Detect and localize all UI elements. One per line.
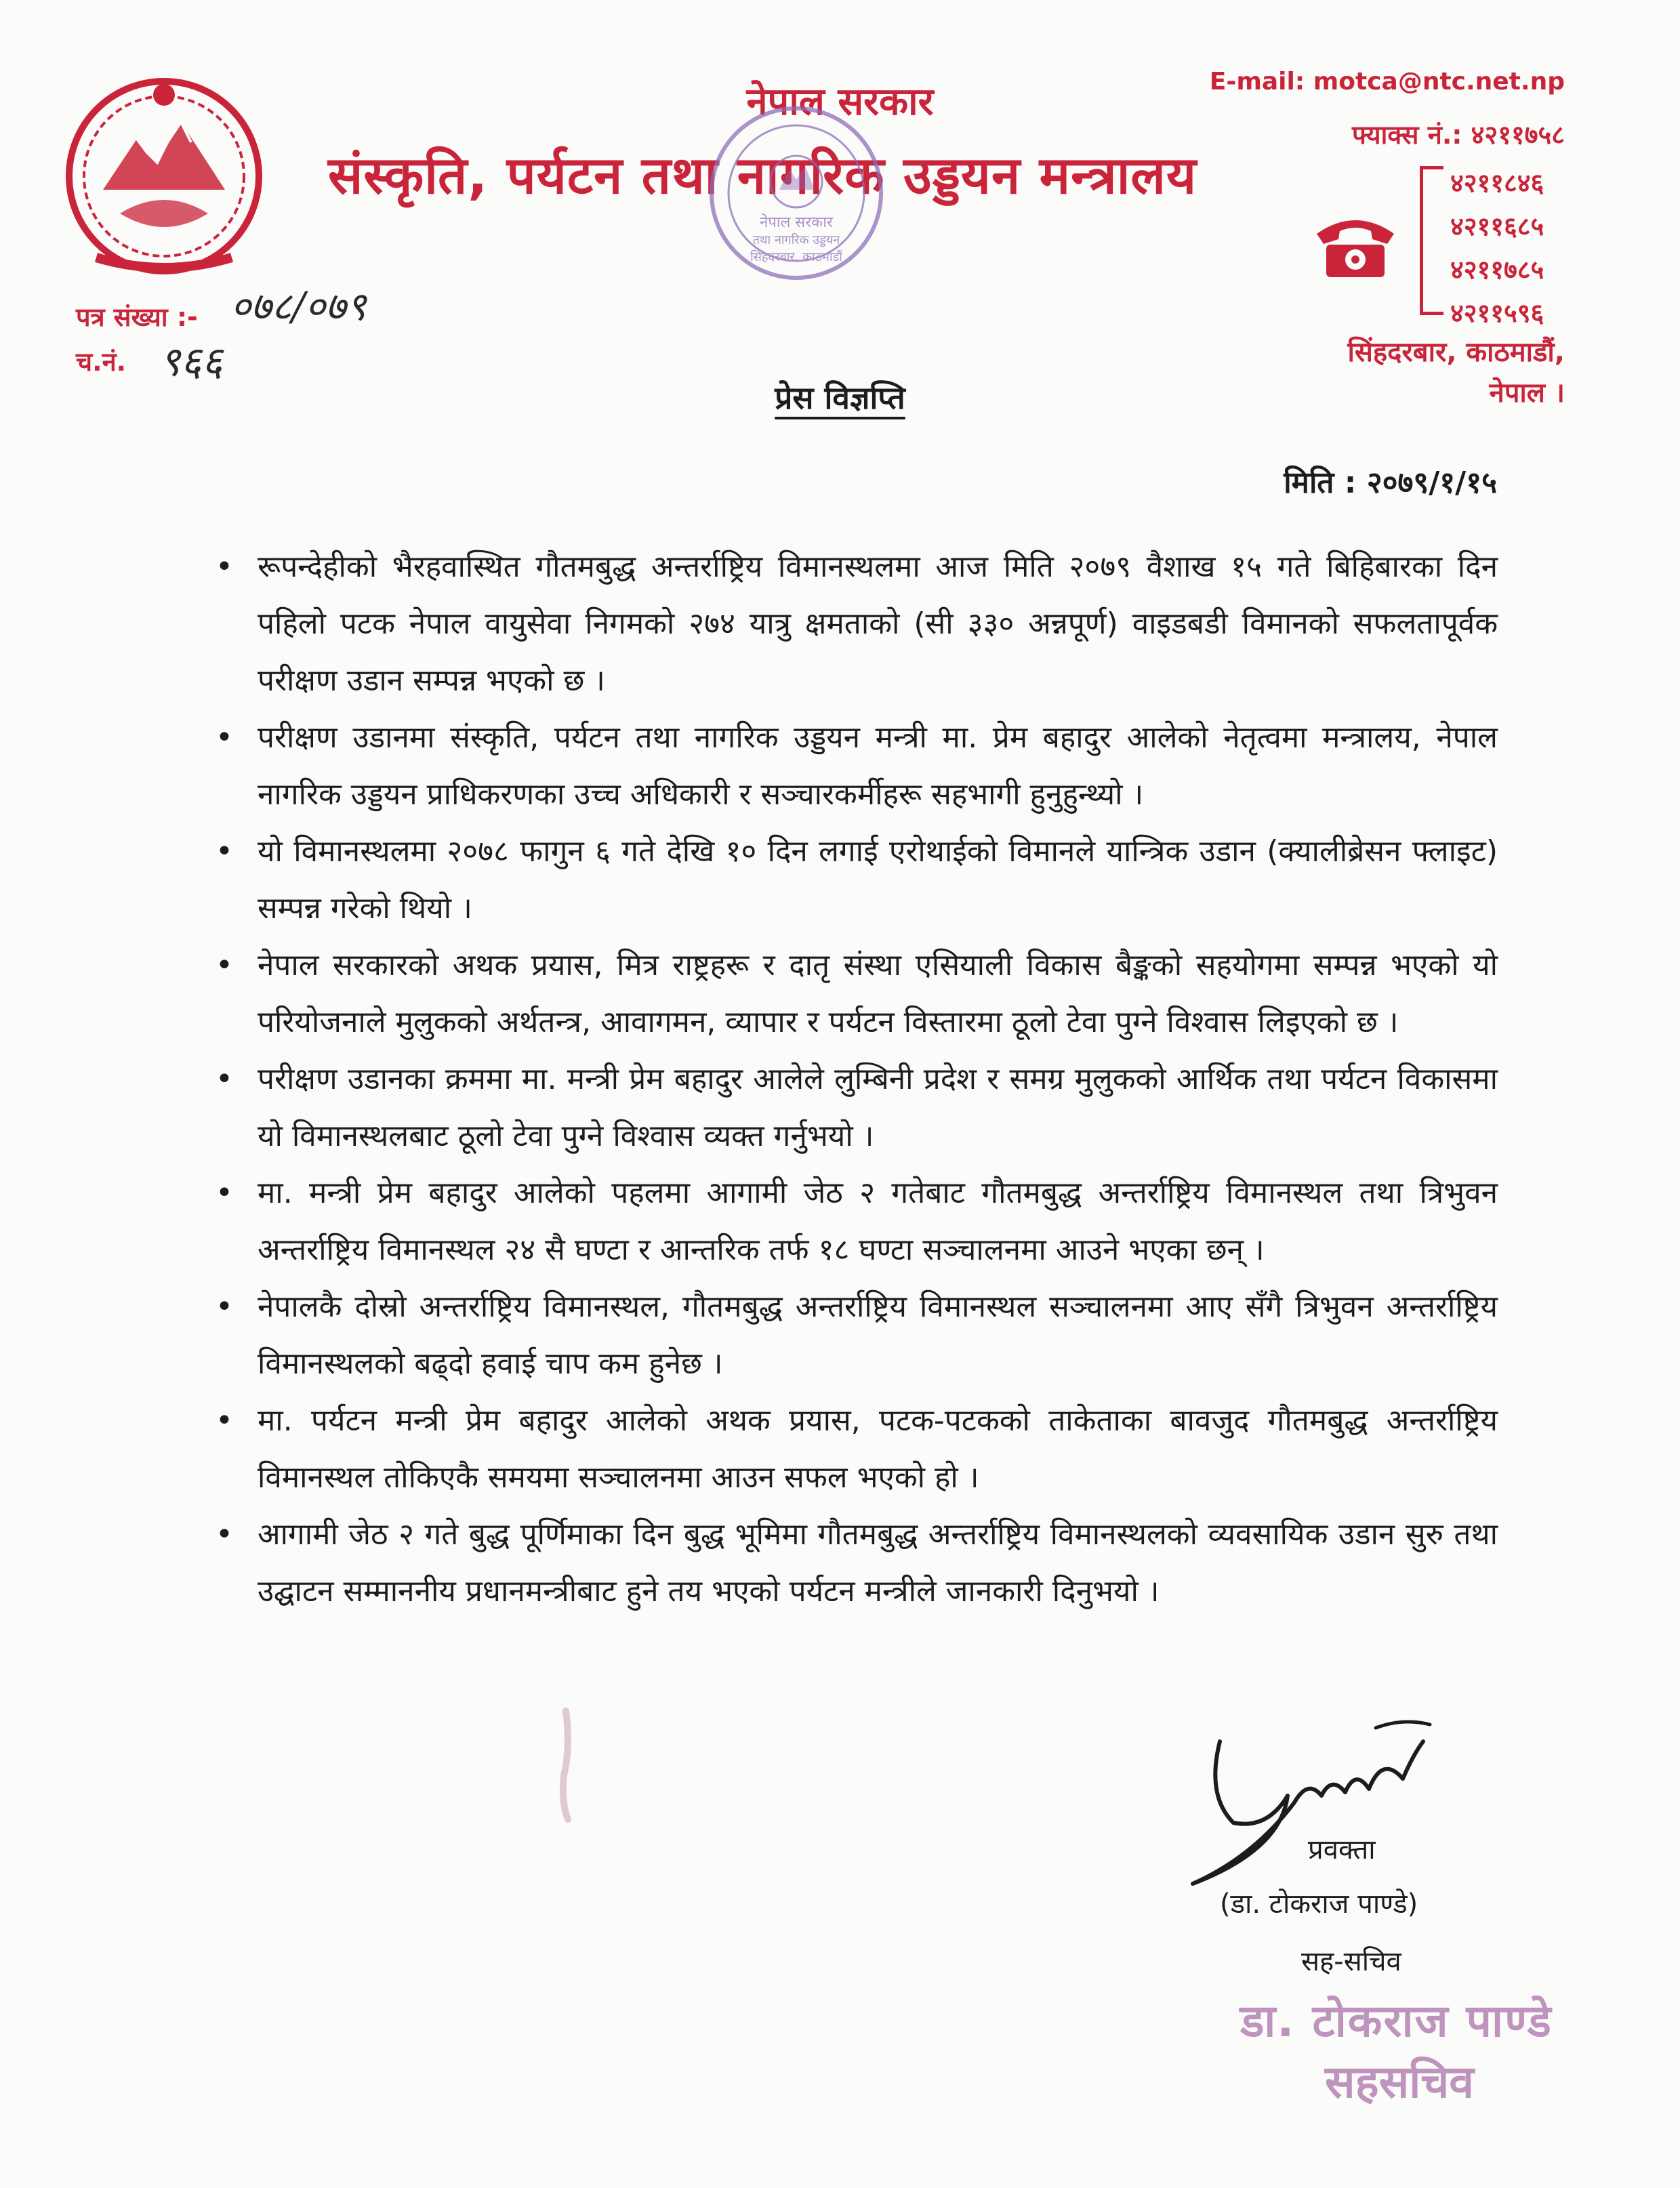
- bullet-icon: •: [216, 720, 233, 755]
- bullet-icon: •: [216, 1062, 233, 1096]
- press-release-bullets: [216, 539, 1498, 1620]
- list-item: [216, 937, 1498, 1051]
- patra-sankhya-value: ०७८/०७९: [230, 283, 367, 329]
- list-item: [216, 1051, 1498, 1165]
- seal-text-1: नेपाल सरकार: [760, 214, 833, 231]
- list-item: [216, 709, 1498, 823]
- list-item: [216, 1165, 1498, 1279]
- phone-list: [1450, 161, 1544, 335]
- address-line-2: नेपाल ।: [1489, 377, 1565, 409]
- letterhead-government: नेपाल सरकार: [746, 80, 934, 124]
- ministry-seal-stamp: [705, 102, 888, 285]
- list-item-text: परीक्षण उडानका क्रममा मा. मन्त्री प्रेम बहादुर आलेले लुम्बिनी प्रदेश र समग्र मुलुकको आर्थिक तथा पर्यटन विकासमा यो विमानस्थलबाट ठूलो टेवा पुग्ने विश्वास व्यक्त गर्नुभयो ।: [258, 1062, 1498, 1153]
- bullet-icon: •: [216, 1176, 233, 1210]
- list-item: [216, 1392, 1498, 1506]
- address-line-1: सिंहदरबार, काठमाडौं,: [1347, 337, 1565, 368]
- list-item: [216, 1279, 1498, 1392]
- chalani-value: ९६६: [159, 338, 223, 386]
- bullet-icon: •: [216, 550, 233, 584]
- list-item-text: मा. मन्त्री प्रेम बहादुर आलेको पहलमा आगामी जेठ २ गतेबाट गौतमबुद्ध अन्तर्राष्ट्रिय विमानस्थल तथा त्रिभुवन अन्तर्राष्ट्रिय विमानस्थल २४ सै घण्टा र आन्तरिक तर्फ १८ घण्टा सञ्चालनमा आउने भएका छन् ।: [258, 1176, 1498, 1267]
- bullet-icon: •: [216, 948, 233, 983]
- name-stamp: डा. टोकराज पाण्डे: [1240, 1995, 1553, 2047]
- letterhead-email-link[interactable]: E-mail: motca@ntc.net.np: [1209, 68, 1565, 96]
- bullet-icon: •: [216, 1403, 233, 1438]
- phone-number: ४२११७८५: [1450, 255, 1544, 285]
- heading-text: प्रेस विज्ञप्ति: [775, 379, 905, 416]
- list-item-text: यो विमानस्थलमा २०७८ फागुन ६ गते देखि १० दिन लगाई एरोथाईको विमानले यान्त्रिक उडान (क्यालीब्रेसन फ्लाइट) सम्पन्न गरेको थियो ।: [258, 834, 1498, 926]
- chalani-label: च.नं.: [76, 347, 127, 377]
- signatory-name: (डा. टोकराज पाण्डे): [1220, 1888, 1418, 1920]
- signatory-designation: सह-सचिव: [1301, 1946, 1401, 1977]
- list-item-text: नेपाल सरकारको अथक प्रयास, मित्र राष्ट्रहरू र दातृ संस्था एसियाली विकास बैङ्कको सहयोगमा सम्पन्न भएको यो परियोजनाले मुलुकको अर्थतन्त्र, आवागमन, व्यापार र पर्यटन विस्तारमा ठूलो टेवा पुग्ने विश्वास लिइएको छ ।: [258, 948, 1498, 1039]
- telephone-icon: [1311, 207, 1399, 281]
- bullet-icon: •: [216, 834, 233, 869]
- designation-stamp: सहसचिव: [1325, 2056, 1474, 2108]
- list-item-text: आगामी जेठ २ गते बुद्ध पूर्णिमाका दिन बुद्ध भूमिमा गौतमबुद्ध अन्तर्राष्ट्रिय विमानस्थलको व्यवसायिक उडान सुरु तथा उद्घाटन सम्माननीय प्रधानमन्त्रीबाट हुने तय भएको पर्यटन मन्त्रीले जानकारी दिनुभयो ।: [258, 1517, 1498, 1609]
- list-item-text: परीक्षण उडानमा संस्कृति, पर्यटन तथा नागरिक उड्डयन मन्त्री मा. प्रेम बहादुर आलेको नेतृत्वमा मन्त्रालय, नेपाल नागरिक उड्डयन प्राधिकरणका उच्च अधिकारी र सञ्चारकर्मीहरू सहभागी हुनुहुन्थ्यो ।: [258, 720, 1498, 812]
- list-item-text: नेपालकै दोस्रो अन्तर्राष्ट्रिय विमानस्थल, गौतमबुद्ध अन्तर्राष्ट्रिय विमानस्थल सञ्चालनमा आए सँगै त्रिभुवन अन्तर्राष्ट्रिय विमानस्थलको बढ्दो हवाई चाप कम हुनेछ ।: [258, 1289, 1498, 1381]
- document-heading: [0, 376, 1680, 418]
- phone-number: ४२११६८५: [1450, 211, 1544, 241]
- phone-bracket: [1420, 166, 1443, 315]
- list-item-text: मा. पर्यटन मन्त्री प्रेम बहादुर आलेको अथक प्रयास, पटक-पटकको ताकेताका बावजुद गौतमबुद्ध अन्तर्राष्ट्रिय विमानस्थल तोकिएकै समयमा सञ्चालनमा आउन सफल भएको हो ।: [258, 1403, 1498, 1495]
- seal-text-2: तथा नागरिक उड्डयन: [752, 233, 840, 247]
- document-date: मिति : २०७९/१/१५: [1284, 466, 1497, 500]
- list-item: [216, 539, 1498, 709]
- signatory-title: प्रवक्ता: [1308, 1834, 1376, 1865]
- patra-sankhya-label: पत्र संख्या :-: [76, 302, 198, 332]
- bullet-icon: •: [216, 1289, 233, 1324]
- bullet-icon: •: [216, 1517, 233, 1552]
- list-item-text: रूपन्देहीको भैरहवास्थित गौतमबुद्ध अन्तर्राष्ट्रिय विमानस्थलमा आज मिति २०७९ वैशाख १५ गते बिहिबारका दिन पहिलो पटक नेपाल वायुसेवा निगमको २७४ यात्रु क्षमताको (सी ३३० अन्नपूर्ण) वाइडबडी विमानको सफलतापूर्वक परीक्षण उडान सम्पन्न भएको छ ।: [258, 550, 1498, 698]
- list-item: [216, 1506, 1498, 1620]
- ink-smudge: [549, 1708, 583, 1823]
- list-item: [216, 823, 1498, 937]
- letterhead-ministry: संस्कृति, पर्यटन तथा नागरिक उड्डयन मन्त्रालय: [327, 145, 1197, 205]
- seal-text-3: सिंहदरबार, काठमाडौं: [750, 250, 842, 264]
- phone-number: ४२११५९६: [1450, 298, 1544, 328]
- letterhead-fax: फ्याक्स नं.: ४२११७५८: [1352, 120, 1565, 150]
- phone-number: ४२११८४६: [1450, 168, 1544, 198]
